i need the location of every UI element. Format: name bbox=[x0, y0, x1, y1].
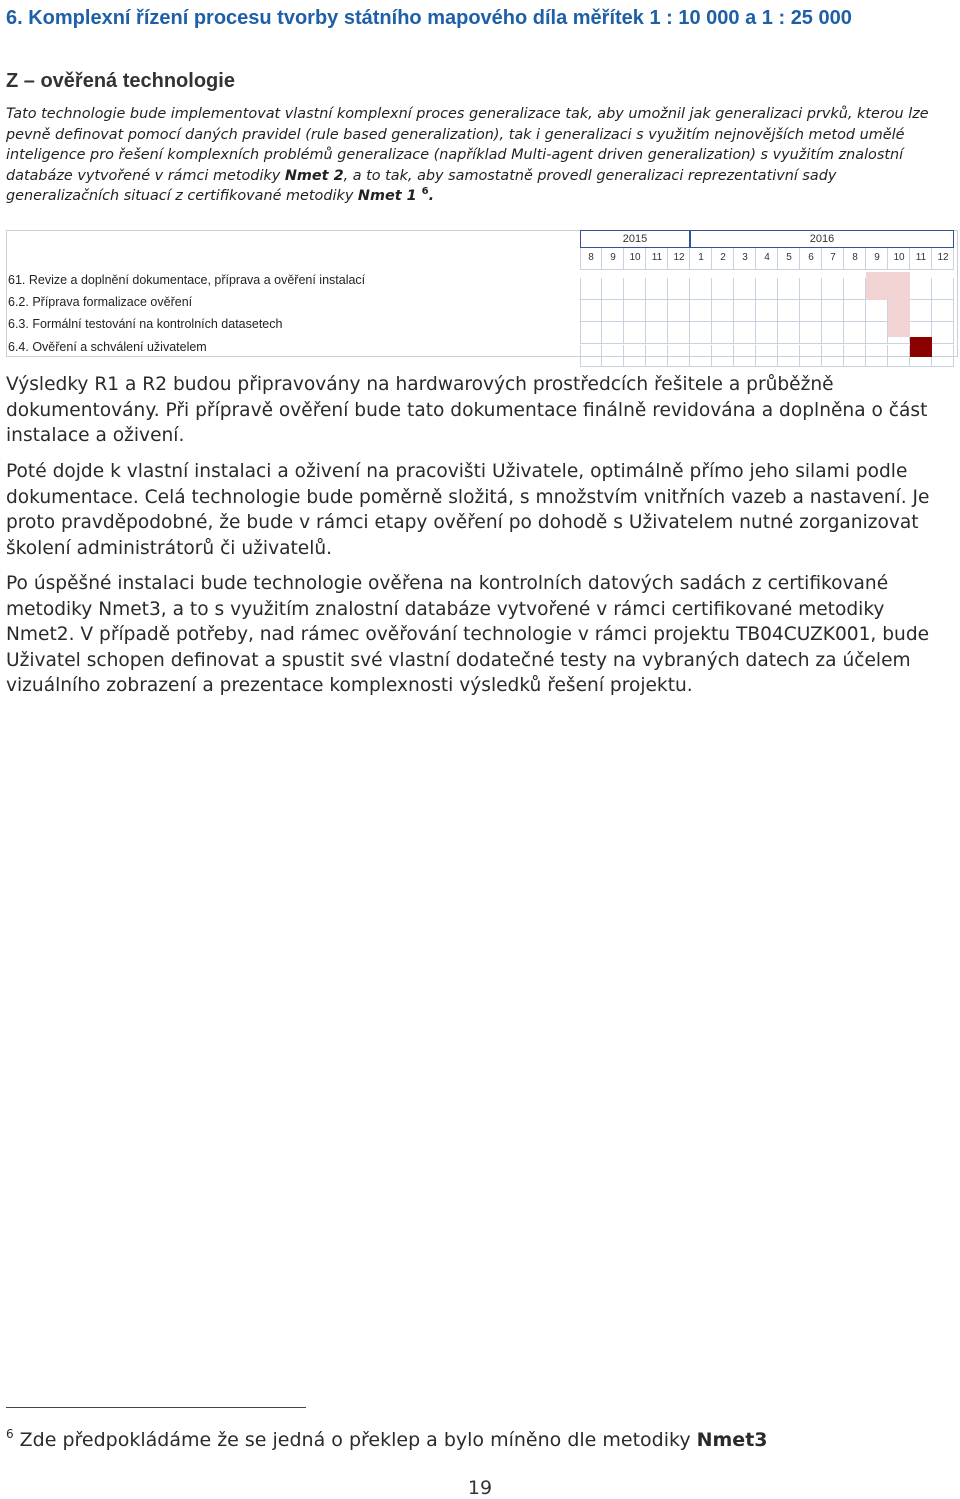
month-label: 7 bbox=[830, 252, 836, 263]
section-heading: 6. Komplexní řízení procesu tvorby státního mapového díla měřítek 1 : 10 000 a 1 : 25 000 bbox=[6, 7, 852, 29]
grid-cell bbox=[690, 300, 712, 322]
year-label: 2015 bbox=[622, 233, 648, 245]
grid-cell bbox=[756, 322, 778, 344]
task-label: 6.3. Formální testování na kontrolních datasetech bbox=[8, 317, 283, 331]
task-label: 61. Revize a doplnění dokumentace, příprava a ověření instalací bbox=[8, 273, 366, 287]
task-label: 6.4. Ověření a schválení uživatelem bbox=[8, 340, 207, 354]
grid-cell bbox=[932, 322, 954, 344]
intro-text-part2: , a to tak, aby samostatně provedl generalizaci reprezentativní sady generalizačních situací z certifikované metodiky bbox=[6, 167, 837, 204]
grid-cell bbox=[712, 322, 734, 344]
grid-cell bbox=[866, 300, 888, 322]
footnote-bold: Nmet3 bbox=[696, 1429, 768, 1451]
footnote bbox=[6, 1427, 768, 1451]
grid-cell bbox=[602, 300, 624, 322]
year-label: 2016 bbox=[809, 233, 835, 245]
month-label: 8 bbox=[852, 252, 858, 263]
month-label: 2 bbox=[720, 252, 726, 263]
intro-paragraph bbox=[6, 104, 954, 207]
month-label: 10 bbox=[629, 252, 641, 263]
grid-cell bbox=[910, 278, 932, 300]
grid-cell bbox=[844, 345, 866, 367]
grid-cell bbox=[646, 322, 668, 344]
grid-cell bbox=[800, 322, 822, 344]
grid-cell bbox=[778, 300, 800, 322]
task-label: 6.2. Příprava formalizace ověření bbox=[8, 295, 193, 309]
grid-cell bbox=[690, 278, 712, 300]
grid-cell bbox=[734, 278, 756, 300]
grid-cell bbox=[822, 300, 844, 322]
grid-cell bbox=[844, 300, 866, 322]
paragraph-3: Po úspěšné instalaci bude technologie ověřena na kontrolních datových sadách z certifikované metodiky Nmet3, a to s využitím znalostní databáze vytvořené v rámci certifikované metodiky Nmet2. V případě potřeby, nad rámec ověřování technologie v rámci projektu TB04CUZK001, bude Uživatel schopen definovat a spustit své vlastní dodatečné testy na vybraných datech za účelem vizuálního zobrazení a prezentace komplexnosti výsledků řešení projektu. bbox=[6, 573, 930, 697]
grid-cell bbox=[624, 278, 646, 300]
month-label: 10 bbox=[893, 252, 905, 263]
grid-cell bbox=[602, 345, 624, 367]
month-label: 11 bbox=[915, 252, 927, 263]
month-label: 11 bbox=[651, 252, 663, 263]
grid-cell bbox=[646, 278, 668, 300]
grid-cell bbox=[668, 345, 690, 367]
section-subheading: Z – ověřená technologie bbox=[6, 70, 235, 92]
gantt-chart bbox=[6, 230, 959, 358]
gantt-bar-light bbox=[888, 300, 910, 337]
grid-cell bbox=[756, 278, 778, 300]
footnote-reference[interactable]: 6 bbox=[421, 186, 429, 198]
month-label: 8 bbox=[588, 252, 594, 263]
page-number: 19 bbox=[467, 1477, 493, 1499]
footnote-divider bbox=[6, 1407, 306, 1408]
grid-cell bbox=[624, 345, 646, 367]
grid-cell bbox=[712, 345, 734, 367]
grid-cell bbox=[800, 345, 822, 367]
grid-cell bbox=[668, 322, 690, 344]
grid-cell bbox=[844, 278, 866, 300]
footnote-text: Zde předpokládáme že se jedná o překlep a bylo míněno dle metodiky bbox=[19, 1429, 697, 1451]
intro-text-part1: Tato technologie bude implementovat vlastní komplexní proces generalizace tak, aby umožnil jak generalizaci prvků, kterou lze pevně definovat pomocí daných pravidel (rule based generalization), tak i generalizaci s využitím nejnovějších metod umělé inteligence pro řešení komplexních problémů generalizace (například Multi-agent driven generalization) s využitím znalostní databáze vytvořené v rámci metodiky bbox=[6, 106, 929, 184]
grid-cell bbox=[844, 322, 866, 344]
grid-cell bbox=[580, 300, 602, 322]
month-label: 12 bbox=[937, 252, 949, 263]
month-label: 9 bbox=[610, 252, 616, 263]
grid-cell bbox=[734, 300, 756, 322]
month-label: 12 bbox=[673, 252, 685, 263]
grid-cell bbox=[668, 278, 690, 300]
grid-cell bbox=[822, 322, 844, 344]
grid-cell bbox=[778, 278, 800, 300]
grid-cell bbox=[932, 278, 954, 300]
grid-cell bbox=[712, 300, 734, 322]
grid-cell bbox=[778, 322, 800, 344]
month-label: 5 bbox=[786, 252, 792, 263]
grid-cell bbox=[624, 322, 646, 344]
grid-cell bbox=[756, 345, 778, 367]
grid-cell bbox=[580, 322, 602, 344]
grid-cell bbox=[866, 345, 888, 367]
intro-bold-nmet1: Nmet 1 $^6$ bbox=[357, 186, 429, 204]
grid-cell bbox=[580, 278, 602, 300]
grid-cell bbox=[866, 322, 888, 344]
grid-cell bbox=[624, 300, 646, 322]
month-label: 9 bbox=[874, 252, 880, 263]
grid-cell bbox=[580, 345, 602, 367]
gantt-bar-light bbox=[866, 272, 910, 300]
grid-cell bbox=[668, 300, 690, 322]
gantt-bar-dark bbox=[910, 337, 932, 357]
grid-cell bbox=[602, 278, 624, 300]
month-label: 3 bbox=[742, 252, 748, 263]
grid-cell bbox=[822, 278, 844, 300]
grid-cell bbox=[778, 345, 800, 367]
grid-cell bbox=[888, 345, 910, 367]
month-label: 6 bbox=[808, 252, 814, 263]
grid-cell bbox=[646, 345, 668, 367]
intro-end: . bbox=[428, 188, 435, 204]
grid-cell bbox=[756, 300, 778, 322]
month-label: 1 bbox=[698, 252, 704, 263]
grid-cell bbox=[932, 300, 954, 322]
grid-cell bbox=[822, 345, 844, 367]
intro-bold-nmet2: Nmet 2 bbox=[284, 167, 344, 184]
grid-cell bbox=[932, 345, 954, 367]
grid-cell bbox=[800, 278, 822, 300]
grid-cell bbox=[602, 322, 624, 344]
grid-cell bbox=[734, 322, 756, 344]
grid-cell bbox=[690, 322, 712, 344]
grid-cell bbox=[910, 300, 932, 322]
grid-cell bbox=[734, 345, 756, 367]
month-label: 4 bbox=[764, 252, 770, 263]
paragraph-2: Poté dojde k vlastní instalaci a oživení na pracovišti Uživatele, optimálně přímo jeho silami podle dokumentace. Celá technologie bude poměrně složitá, s množstvím vnitřních vazeb a nastavení. Je proto pravděpodobné, že bude v rámci etapy ověření po dohodě s Uživatelem nutné zorganizovat školení administrátorů či uživatelů. bbox=[6, 461, 930, 559]
grid-cell bbox=[800, 300, 822, 322]
grid-cell bbox=[646, 300, 668, 322]
footnote-number: 6 bbox=[6, 1427, 14, 1441]
paragraph-1: Výsledky R1 a R2 budou připravovány na hardwarových prostředcích řešitele a průběžně dokumentovány. Při přípravě ověření bude tato dokumentace finálně revidována a doplněna o část instalace a oživení. bbox=[6, 374, 928, 447]
grid-cell bbox=[690, 345, 712, 367]
grid-cell bbox=[712, 278, 734, 300]
